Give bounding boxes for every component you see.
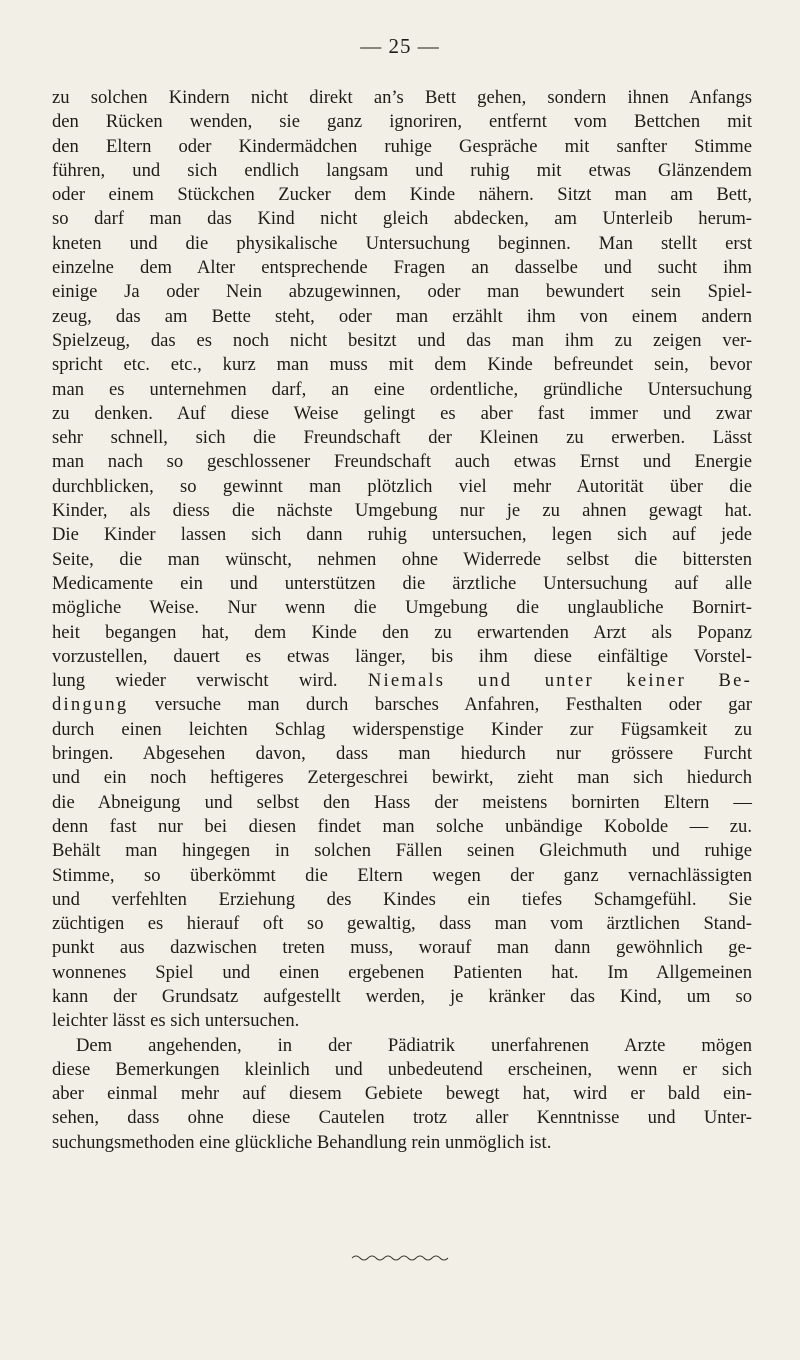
text-line: führen, und sich endlich langsam und ruhig mit etwas Glänzendem [52, 159, 752, 181]
text-line: zeug, das am Bette steht, oder man erzählt ihm von einem andern [52, 305, 752, 327]
emphasized-text: dingung [52, 694, 129, 716]
text-line: zu denken. Auf diese Weise gelingt es aber fast immer und zwar [52, 402, 752, 424]
text-line: punkt aus dazwischen treten muss, worauf man dann gewöhnlich ge- [52, 937, 752, 959]
text-segment: lung wieder verwischt wird. [52, 670, 368, 692]
text-line: Seite, die man wünscht, nehmen ohne Widerrede selbst die bittersten [52, 548, 752, 570]
text-line: sehen, dass ohne diese Cautelen trotz aller Kenntnisse und Unter- [52, 1107, 752, 1129]
text-line: und verfehlten Erziehung des Kindes ein tiefes Schamgefühl. Sie [52, 888, 752, 910]
text-line: denn fast nur bei diesen findet man solche unbändige Kobolde — zu. [52, 815, 752, 837]
text-line: die Abneigung und selbst den Hass der meistens bornirten Eltern — [52, 791, 752, 813]
text-line: mögliche Weise. Nur wenn die Umgebung die unglaubliche Bornirt- [52, 597, 752, 619]
page-number: — 25 — [360, 34, 440, 58]
text-line: aber einmal mehr auf diesem Gebiete bewegt hat, wird er bald ein- [52, 1083, 752, 1105]
text-line: Behält man hingegen in solchen Fällen seinen Gleichmuth und ruhige [52, 840, 752, 862]
text-line: einzelne dem Alter entsprechende Fragen an dasselbe und sucht ihm [52, 257, 752, 279]
text-line: sehr schnell, sich die Freundschaft der Kleinen zu erwerben. Lässt [52, 427, 752, 449]
text-line: kann der Grundsatz aufgestellt werden, je kränker das Kind, um so [52, 985, 752, 1007]
text-line: durchblicken, so gewinnt man plötzlich viel mehr Autorität über die [52, 475, 752, 497]
text-line: diese Bemerkungen kleinlich und unbedeutend erscheinen, wenn er sich [52, 1058, 752, 1080]
text-line: Kinder, als diess die nächste Umgebung nur je zu ahnen gewagt hat. [52, 500, 752, 522]
body-text [52, 86, 752, 1155]
text-line: züchtigen es hierauf oft so gewaltig, dass man vom ärztlichen Stand- [52, 913, 752, 935]
text-line: durch einen leichten Schlag widerspenstige Kinder zur Fügsamkeit zu [52, 718, 752, 740]
text-line: leichter lässt es sich untersuchen. [52, 1010, 300, 1032]
text-line: Spielzeug, das es noch nicht besitzt und das man ihm zu zeigen ver- [52, 329, 752, 351]
text-line: Dem angehenden, in der Pädiatrik unerfahrenen Arzte mögen [76, 1034, 752, 1056]
text-line: den Eltern oder Kindermädchen ruhige Gespräche mit sanfter Stimme [52, 135, 752, 157]
text-line [52, 669, 752, 693]
text-line: Die Kinder lassen sich dann ruhig untersuchen, legen sich auf jede [52, 524, 752, 546]
text-line: spricht etc. etc., kurz man muss mit dem Kinde befreundet sein, bevor [52, 354, 752, 376]
text-line: vorzustellen, dauert es etwas länger, bis ihm diese einfältige Vorstel- [52, 645, 752, 667]
text-line [52, 693, 752, 717]
text-line: man nach so geschlossener Freundschaft auch etwas Ernst und Energie [52, 451, 752, 473]
text-line: so darf man das Kind nicht gleich abdecken, am Unterleib herum- [52, 208, 752, 230]
text-line: Medicamente ein und unterstützen die ärztliche Untersuchung auf alle [52, 572, 752, 594]
text-line: und ein noch heftigeres Zetergeschrei bewirkt, zieht man sich hiedurch [52, 767, 752, 789]
text-line: bringen. Abgesehen davon, dass man hiedurch nur grössere Furcht [52, 743, 752, 765]
text-line: wonnenes Spiel und einen ergebenen Patienten hat. Im Allgemeinen [52, 961, 752, 983]
text-line: heit begangen hat, dem Kinde den zu erwartenden Arzt als Popanz [52, 621, 752, 643]
text-line: kneten und die physikalische Untersuchung beginnen. Man stellt erst [52, 232, 752, 254]
text-line: einige Ja oder Nein abzugewinnen, oder man bewundert sein Spiel- [52, 281, 752, 303]
text-line: Stimme, so überkömmt die Eltern wegen der ganz vernachlässigten [52, 864, 752, 886]
decorative-rule [350, 1253, 450, 1261]
text-line: den Rücken wenden, sie ganz ignoriren, entfernt vom Bettchen mit [52, 111, 752, 133]
text-line: oder einem Stückchen Zucker dem Kinde nähern. Sitzt man am Bett, [52, 184, 752, 206]
text-line: zu solchen Kindern nicht direkt an’s Bett gehen, sondern ihnen Anfangs [52, 87, 752, 108]
text-line: suchungsmethoden eine glückliche Behandlung rein unmöglich ist. [52, 1131, 552, 1153]
emphasized-text: Niemals und unter keiner Be- [367, 670, 752, 692]
text-line: man es unternehmen darf, an eine ordentliche, gründliche Untersuchung [52, 378, 752, 400]
text-segment: versuche man durch barsches Anfahren, Festhalten oder gar [128, 694, 752, 716]
